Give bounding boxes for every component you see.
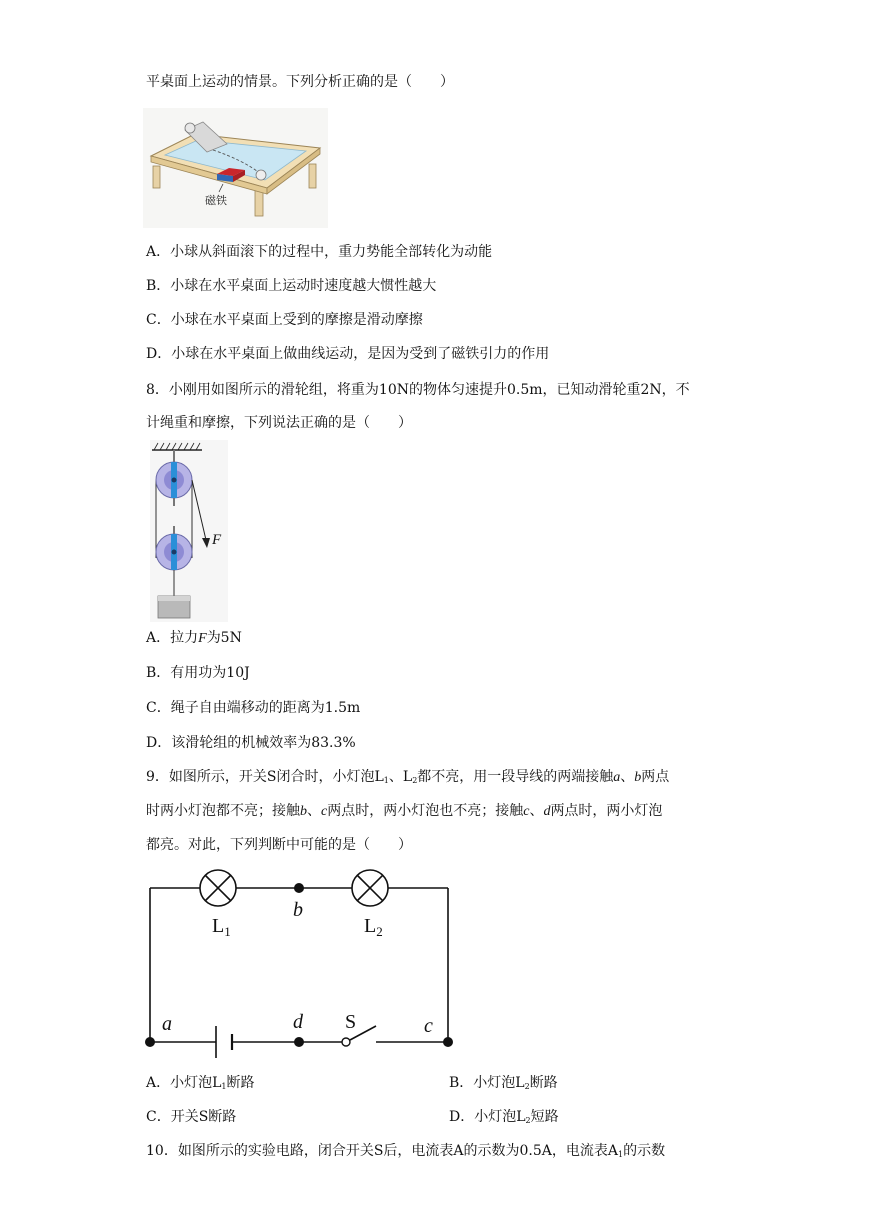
- q7-option-b: B．小球在水平桌面上运动时速度越大惯性越大: [146, 278, 437, 294]
- q9-sub: 2: [412, 776, 418, 785]
- point-d-label: d: [293, 1011, 303, 1033]
- q9-sub: 1: [383, 776, 389, 785]
- q9-option-b-text: B．小灯泡L: [449, 1075, 525, 1091]
- q9-option-d-sub: 2: [525, 1116, 531, 1125]
- q9-stem-line2: [146, 801, 662, 822]
- lamp-l2-sub: 2: [376, 924, 383, 939]
- svg-text:L2: [364, 915, 383, 939]
- q9-var: a: [613, 770, 621, 785]
- point-c-label: c: [424, 1015, 433, 1037]
- q8-option-d: D．该滑轮组的机械效率为83.3%: [146, 735, 356, 751]
- q9-option-c: C．开关S断路: [146, 1109, 237, 1125]
- q7-option-a: A．小球从斜面滚下的过程中，重力势能全部转化为动能: [146, 244, 493, 260]
- q8-stem-line1: 8．小刚用如图所示的滑轮组，将重为10N的物体匀速提升0.5m，已知动滑轮重2N，不: [146, 382, 690, 398]
- switch-label: S: [345, 1011, 357, 1033]
- q8-option-a-var: F: [198, 631, 207, 646]
- q9-text: 时两小灯泡都不亮；接触: [146, 803, 300, 819]
- q9-stem-line1: [146, 767, 669, 791]
- q9-text: 、L: [388, 769, 413, 785]
- q9-text: 两点时，两小灯泡: [550, 803, 663, 819]
- point-b-label: b: [293, 899, 303, 921]
- q9-option-d-text: 短路: [530, 1109, 559, 1125]
- q8-option-a-suffix: 为5N: [206, 630, 242, 646]
- point-a-dot: [145, 1037, 155, 1047]
- point-b-dot: [294, 883, 304, 893]
- q9-text: 9．如图所示，开关S闭合时，小灯泡L: [146, 769, 384, 785]
- q9-option-a: [146, 1073, 255, 1097]
- q10-text: 的示数: [623, 1143, 666, 1159]
- q9-option-a-text: 断路: [226, 1075, 255, 1091]
- lamp-l2-symbol: [352, 870, 388, 906]
- q9-text: 、: [529, 803, 544, 819]
- q9-option-a-sub: 1: [221, 1082, 227, 1091]
- q8-stem-line2: 计绳重和摩擦，下列说法正确的是（ ）: [146, 415, 412, 431]
- q8-pulley-figure: [146, 440, 232, 622]
- q8-option-b: B．有用功为10J: [146, 665, 250, 681]
- magnet-label: 磁铁: [205, 194, 227, 207]
- q9-var: b: [634, 770, 642, 785]
- q10-sub: 1: [618, 1150, 624, 1159]
- q9-var: c: [321, 804, 328, 819]
- q9-text: 都不亮，用一段导线的两端接触: [417, 769, 614, 785]
- q9-option-d: [449, 1107, 559, 1131]
- switch-pivot: [342, 1038, 350, 1046]
- lamp-l1-symbol: [200, 870, 236, 906]
- q9-text: 、: [620, 769, 635, 785]
- q9-stem-line3: 都亮。对此，下列判断中可能的是（ ）: [146, 837, 412, 853]
- q9-text: 两点: [641, 769, 670, 785]
- q9-option-b: [449, 1073, 558, 1097]
- q9-var: d: [543, 804, 551, 819]
- q7-table-figure: [143, 108, 328, 228]
- point-c-dot: [443, 1037, 453, 1047]
- lamp-l1-label: L: [212, 915, 225, 937]
- q9-circuit-diagram: [140, 862, 470, 1062]
- q10-text: 10．如图所示的实验电路，闭合开关S后，电流表A的示数为0.5A，电流表A: [146, 1143, 618, 1159]
- q7-option-c: C．小球在水平桌面上受到的摩擦是滑动摩擦: [146, 312, 423, 328]
- lamp-l1-sub: 1: [224, 924, 231, 939]
- q8-option-a: [146, 628, 242, 649]
- q9-var: c: [523, 804, 530, 819]
- q9-text: 两点时，两小灯泡也不亮；接触: [327, 803, 524, 819]
- force-label: F: [212, 532, 222, 548]
- q9-option-b-sub: 2: [524, 1082, 530, 1091]
- q8-option-c: C．绳子自由端移动的距离为1.5m: [146, 700, 361, 716]
- q9-var: b: [300, 804, 307, 819]
- point-a-label: a: [162, 1013, 172, 1035]
- q7-option-d: D．小球在水平桌面上做曲线运动，是因为受到了磁铁引力的作用: [146, 346, 550, 362]
- q9-option-b-text: 断路: [529, 1075, 558, 1091]
- intro-line: 平桌面上运动的情景。下列分析正确的是（ ）: [146, 74, 454, 90]
- q9-text: 、: [307, 803, 321, 819]
- q9-option-d-text: D．小灯泡L: [449, 1109, 526, 1125]
- point-d-dot: [294, 1037, 304, 1047]
- q10-stem-line1: [146, 1141, 665, 1165]
- lamp-l2-label: L: [364, 915, 377, 937]
- q8-option-a-prefix: A．拉力: [146, 630, 199, 646]
- svg-text:L1: [212, 915, 231, 939]
- q9-option-a-text: A．小灯泡L: [146, 1075, 222, 1091]
